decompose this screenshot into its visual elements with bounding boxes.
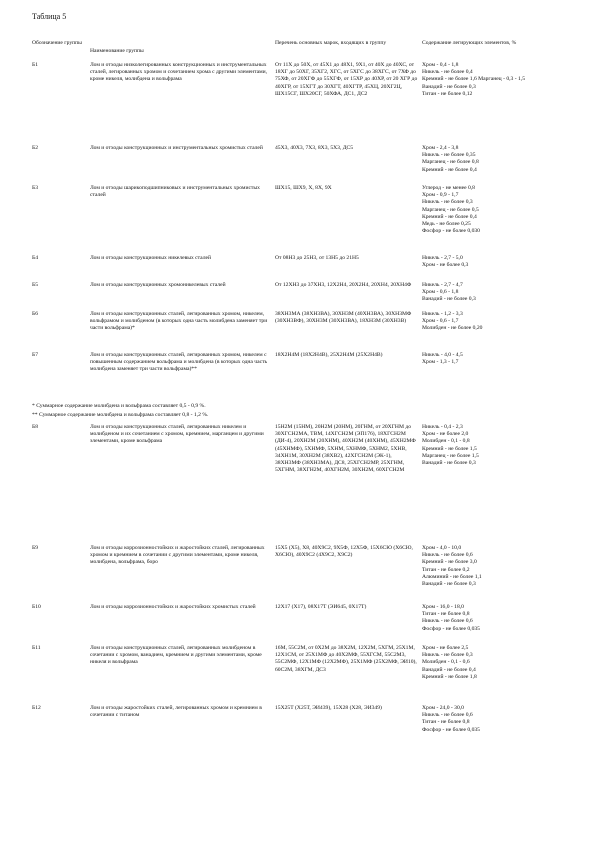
group-content: Никель - 1,2 - 3,3 Хром - 0,6 - 1,7 Молибден - не более 0,20 bbox=[422, 311, 483, 332]
group-code: Б8 bbox=[32, 424, 39, 430]
group-name: Лом и отходы жаростойких сталей, легированных хромом и кремнием в сочетании с титаном bbox=[90, 705, 262, 719]
group-name: Лом и отходы шарикоподшипниковых и инструментальных хромистых сталей bbox=[90, 185, 260, 199]
group-name: Лом и отходы низколегированных конструкционных и инструментальных сталей, легированных хромом и сочетанием хрома с другими элементами, кроме никеля, молибдена и вольфрама bbox=[90, 62, 268, 83]
table-caption: Таблица 5 bbox=[32, 12, 67, 21]
group-grades: 12Х17 (Х17), 08Х17Т (ЭИ645, 0Х17Т) bbox=[275, 604, 367, 610]
group-content: Хром - 0,4 - 1,8 Никель - не более 0,4 Кремний - не более 1,6 Марганец - 0,3 - 1,5 Ванадий - не более 0,3 Титан - не более 0,12 bbox=[422, 62, 525, 97]
group-grades: ШХ15, ШХ9, Х, 8Х, 9Х bbox=[275, 185, 332, 191]
group-code: Б10 bbox=[32, 604, 41, 610]
group-name: Лом и отходы конструкционных никелевых сталей bbox=[90, 255, 211, 261]
group-grades: 18Х2Н4М (18Х2Н4В), 25Х2Н4М (25Х2Н4В) bbox=[275, 352, 383, 358]
group-content: Хром - 24,0 - 30,0 Никель - не более 0,6 Титан - не более 0,8 Фосфор - не более 0,035 bbox=[422, 705, 480, 733]
group-grades: 38ХН3МА (38ХН3ВА), 30ХН3М (40ХН3ВА), 30ХН3МФ (30ХН3ВФ), 30ХН3М (30ХН3ВА), 18ХН3М (30ХН3В) bbox=[275, 311, 412, 325]
group-grades: От 08Н3 до 25Н3, от 13Н5 до 21Н5 bbox=[275, 255, 359, 261]
footnote: ** Суммарное содержание молибдена и вольфрама составляет 0,8 - 1,2 %. bbox=[32, 412, 209, 418]
group-grades: 15Х5 (Х5), Х8, 40Х9С2, 9Х5Ф, 12Х5Ф, 15Х6СЮ (Х6СЮ, Х6СЮ), 40Х9С2 (4Х9С2, Х9С2) bbox=[275, 545, 413, 559]
header-code: Обозначение группы bbox=[32, 40, 82, 46]
header-grades: Перечень основных марок, входящих в группу bbox=[275, 40, 387, 46]
group-content: Никель - 0,4 - 2,3 Хром - не более 2,0 Молибден - 0,1 - 0,8 Кремний - не более 1,5 Марганец - не более 1,5 Ванадий - не более 0,3 bbox=[422, 424, 479, 467]
group-name: Лом и отходы конструкционных сталей, легированных хромом, никелем с повышенным содержанием вольфрама и молибдена (в которых одна часть молибдена заменяет три части вольфрама)** bbox=[90, 352, 268, 373]
group-grades: 15Н2М (15НМ), 20Н2М (20НМ), 20ГНМ, от 20ХГНМ до 30ХГСН2МА, ТВМ, 14ХГСН2М (ЭП176), 18ХГСН2М (ДИ-4), 20ХН2М (20ХНМ), 40ХН2М (40ХНМ), 45ХН2МФ (45ХНМФ), 5ХНМФ, 5ХНМ, 5ХНМФ, 5ХНМ2, 5ХНВ, 34ХН1М, 30ХН2М (38ХВ2), 42ХГСН2М (ЭК-1), 38ХН3МФ (38ХН3МА), ДС8, 25ХГСН2МР, 25ХГНМ, 5ХГНМ, 38ХГН2М, 40ХГН2М, 30ХН2М, 60ХГСН2М bbox=[275, 424, 416, 474]
group-code: Б6 bbox=[32, 311, 39, 317]
group-code: Б4 bbox=[32, 255, 39, 261]
group-name: Лом и отходы конструкционных хромоникелевых сталей bbox=[90, 282, 226, 288]
group-code: Б2 bbox=[32, 145, 39, 151]
group-grades: От 11Х до 50Х, от 45Х1 до 48Х1, 9Х1, от 40Х до 40ХС, от 18ХГ до 50ХГ, 35ХГ2, ХГС, от 5ХГС до 38ХГС, от 7ХФ до 75ХФ, от 20ХГФ до 55ХГФ, от 15ХР до 40ХР, от 20 ХГР до 40ХГР, от 15ХГТ до 30ХГТ, 40ХГТР, 45ХЦ, 20ХГ2Ц, ШХ15СГ, ШХ20СГ, 50ХФА, ДС1, ДС2 bbox=[275, 62, 418, 97]
group-code: Б1 bbox=[32, 62, 39, 68]
group-grades: 45Х3, 40Х3, 7Х3, 8Х3, 5Х3, ДС5 bbox=[275, 145, 354, 151]
header-name: Наименование группы bbox=[90, 48, 144, 54]
group-grades: 16М, 55С2М, от 0Х2М до 38Х2М, 12Х2М, 5ХГМ, 25Х1М, 12Х1СМ, от 25Х1МФ до 40Х2МФ, 55ХГСМ, 55С2М3, 55С2МФ, 12Х1МФ (12Х2МФ), 25Х1МФ (25Х2МФ, ЭИ10), 60С2М, 38ХГМ, ДС3 bbox=[275, 645, 417, 673]
group-code: Б11 bbox=[32, 645, 41, 651]
group-grades: 15Х25Т (Х25Т, ЭИ439), 15Х28 (Х28, ЭИ349) bbox=[275, 705, 382, 711]
group-code: Б12 bbox=[32, 705, 41, 711]
group-content: Хром - не более 2,5 Никель - не более 0,3 Молибден - 0,1 - 0,6 Ванадий - не более 0,4 Кремний - не более 1,8 bbox=[422, 645, 477, 680]
group-name: Лом и отходы коррозионностойких и жаростойких хромистых сталей bbox=[90, 604, 256, 610]
group-grades: От 12ХН3 до 37ХН3, 12Х2Н4, 20Х2Н4, 20ХН4, 20ХН4Ф bbox=[275, 282, 412, 288]
group-name: Лом и отходы конструкционных сталей, легированных хромом, никелем, вольфрамом и молибденом (в которых одна часть молибдена заменяет три части вольфрама)* bbox=[90, 311, 268, 332]
group-name: Лом и отходы коррозионностойких и жаростойких сталей, легированных хромом и кремнием в сочетании с другими элементами, кроме никеля, молибдена, вольфрама, боро bbox=[90, 545, 265, 566]
group-content: Хром - 2,4 - 3,8 Никель - не более 0,35 Марганец - не более 0,8 Кремний - не более 0,4 bbox=[422, 145, 479, 173]
group-content: Хром - 4,0 - 10,0 Никель - не более 0,6 Кремний - не более 3,0 Титан - не более 0,2 Алюминий - не более 1,1 Ванадий - не более 0,3 bbox=[422, 545, 482, 588]
group-code: Б3 bbox=[32, 185, 39, 191]
group-name: Лом и отходы конструкционных сталей, легированных молибденом в сочетании с хромом, ванадием, кремнием и другими элементами, кроме никеля и вольфрама bbox=[90, 645, 262, 666]
group-content: Углерод - не менее 0,8 Хром - 0,9 - 1,7 Никель - не более 0,3 Марганец - не более 0,5 Кремний - не более 0,4 Медь - не более 0,25 Фосфор - не более 0,030 bbox=[422, 185, 480, 235]
group-code: Б5 bbox=[32, 282, 39, 288]
footnote: * Суммарное содержание молибдена и вольфрама составляет 0,5 - 0,9 %. bbox=[32, 403, 206, 409]
group-name: Лом и отходы конструкционных сталей, легированных никелем и молибденом и их сочетанием с хромом, кремнием, марганцем и другими элементами, кроме вольфрама bbox=[90, 424, 264, 445]
group-content: Никель - 4,0 - 4,5 Хром - 1,3 - 1,7 bbox=[422, 352, 463, 366]
group-content: Никель - 2,7 - 4,7 Хром - 0,6 - 1,8 Ванадий - не более 0,3 bbox=[422, 282, 476, 303]
group-content: Никель - 2,7 - 5,0 Хром - не более 0,3 bbox=[422, 255, 469, 269]
header-content: Содержание легирующих элементов, % bbox=[422, 40, 517, 46]
group-content: Хром - 16,0 - 18,0 Титан - не более 0,8 Никель - не более 0,6 Фосфор - не более 0,035 bbox=[422, 604, 480, 632]
group-code: Б9 bbox=[32, 545, 39, 551]
group-name: Лом и отходы конструкционных и инструментальных хромистых сталей bbox=[90, 145, 263, 151]
group-code: Б7 bbox=[32, 352, 39, 358]
